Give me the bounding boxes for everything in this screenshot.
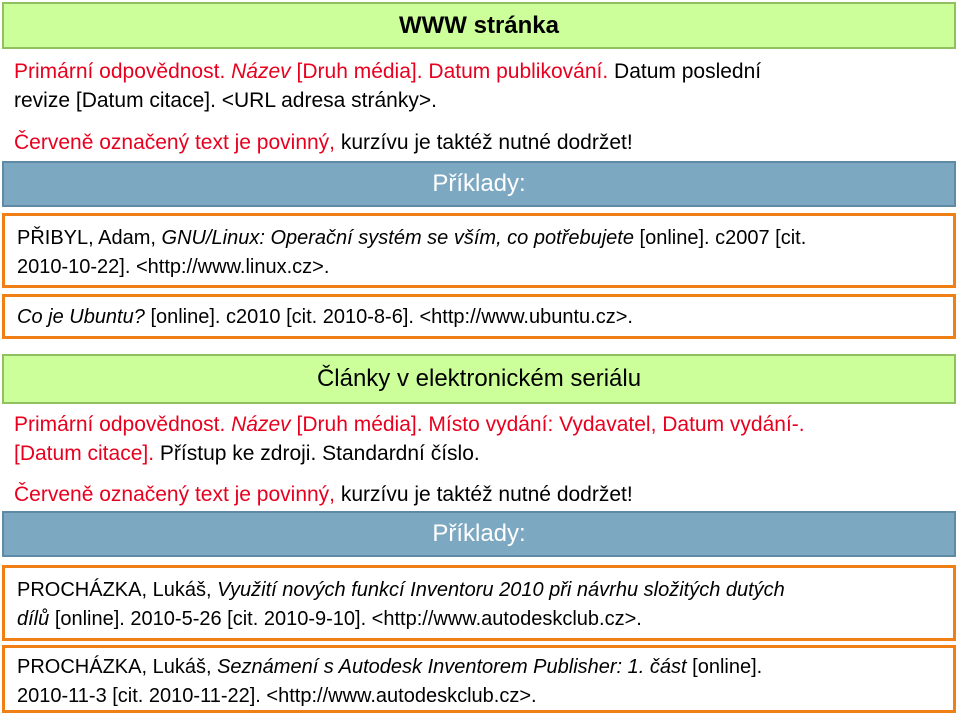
serial-note-red: Červeně označený text je povinný,	[14, 483, 336, 506]
www-ex1-title: GNU/Linux: Operační systém se vším, co potřebujete	[161, 227, 634, 249]
serial-ex1-title: Využití nových funkcí Inventoru 2010 při návrhu složitých dutých	[217, 579, 785, 601]
www-note	[14, 128, 949, 157]
www-examples-bar: Příklady:	[2, 161, 956, 207]
serial-format-access: Přístup ke zdroji. Standardní číslo.	[159, 442, 480, 465]
serial-example-1	[2, 565, 956, 641]
serial-format-responsibility: Primární odpovědnost.	[14, 413, 226, 436]
section-title-www: WWW stránka	[2, 2, 956, 49]
www-format-responsibility: Primární odpovědnost.	[14, 60, 226, 83]
serial-ex1-title-2: dílů	[17, 608, 50, 630]
serial-example-2	[2, 645, 956, 713]
serial-format-text	[14, 410, 949, 468]
serial-format-title: Název	[231, 413, 291, 436]
serial-ex1-author: PROCHÁZKA, Lukáš,	[17, 579, 212, 601]
serial-ex2-title: Seznámení s Autodesk Inventorem Publisher: 1. část	[217, 656, 687, 678]
serial-format-medium: [Druh média]. Místo vydání: Vydavatel, Datum vydání-.	[296, 413, 805, 436]
www-format-revision: Datum poslední	[614, 60, 762, 83]
serial-ex2-line2: 2010-11-3 [cit. 2010-11-22]. <http://www.autodeskclub.cz>.	[17, 685, 537, 707]
section-title-serial: Články v elektronickém seriálu	[2, 354, 956, 404]
serial-note-rest: kurzívu je taktéž nutné dodržet!	[335, 483, 633, 506]
www-ex1-line2: 2010-10-22]. <http://www.linux.cz>.	[17, 256, 330, 278]
www-format-medium: [Druh média].	[296, 60, 423, 83]
serial-examples-bar: Příklady:	[2, 511, 956, 557]
www-format-published: Datum publikování.	[428, 60, 609, 83]
www-ex1-author: PŘIBYL, Adam,	[17, 227, 156, 249]
www-format-title: Název	[231, 60, 291, 83]
www-ex1-rest: [online]. c2007 [cit.	[639, 227, 807, 249]
www-format-citation-url: [Datum citace]. <URL adresa stránky>.	[75, 89, 437, 112]
www-note-red: Červeně označený text je povinný,	[14, 131, 336, 154]
www-format-revision-2: revize	[14, 89, 71, 112]
www-ex2-rest: [online]. c2010 [cit. 2010-8-6]. <http://www.ubuntu.cz>.	[150, 306, 633, 328]
www-ex2-title: Co je Ubuntu?	[17, 306, 145, 328]
www-note-rest: kurzívu je taktéž nutné dodržet!	[335, 131, 633, 154]
serial-note	[14, 480, 949, 509]
www-format-text	[14, 57, 949, 115]
serial-format-citation: [Datum citace].	[14, 442, 155, 465]
serial-ex2-rest: [online].	[692, 656, 763, 678]
serial-ex1-rest: [online]. 2010-5-26 [cit. 2010-9-10]. <http://www.autodeskclub.cz>.	[54, 608, 642, 630]
serial-ex2-author: PROCHÁZKA, Lukáš,	[17, 656, 212, 678]
www-example-2	[2, 294, 956, 339]
www-example-1	[2, 213, 956, 288]
